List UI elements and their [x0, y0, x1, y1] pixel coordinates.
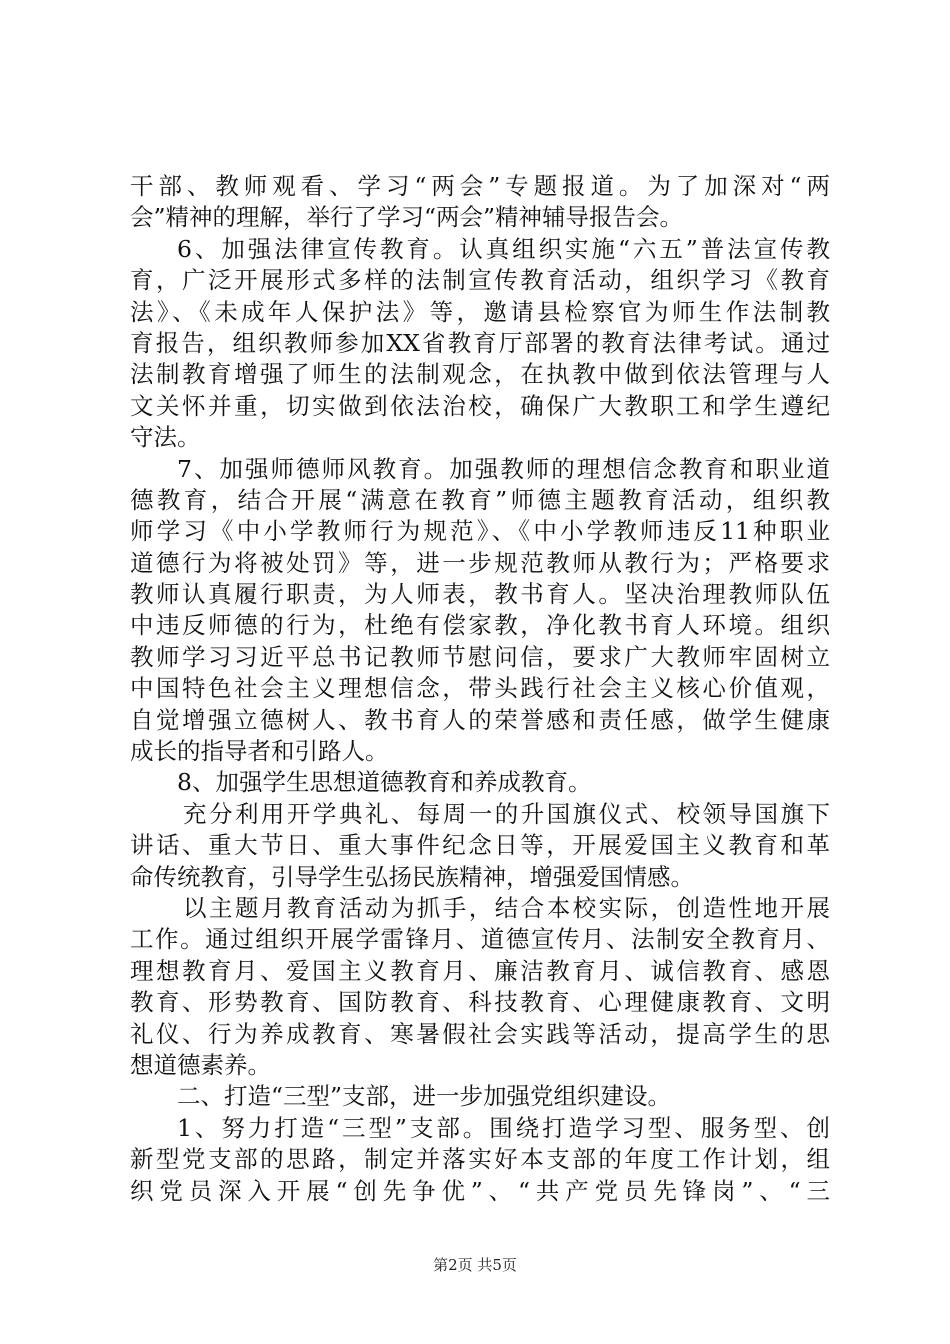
- text-line: 新型党支部的思路，制定并落实好本支部的年度工作计划，组: [130, 1145, 830, 1174]
- text-line: 命传统教育，引导学生弘扬民族精神，增强爱国情感。: [130, 862, 694, 891]
- section-heading: 二、打造“三型”支部，进一步加强党组织建设。: [177, 1082, 672, 1111]
- text-line: 教育、形势教育、国防教育、科技教育、心理健康教育、文明: [130, 988, 830, 1017]
- text-line: 干部、教师观看、学习“两会”专题报道。为了加深对“两: [130, 172, 830, 200]
- text-line: 7、加强师德师风教育。加强教师的理想信念教育和职业道: [177, 454, 830, 483]
- text-line: 德教育，结合开展“满意在教育”师德主题教育活动，组织教: [130, 485, 830, 514]
- text-line: 法制教育增强了师生的法制观念，在执教中做到依法管理与人: [130, 360, 830, 389]
- text-line: 充分利用开学典礼、每周一的升国旗仪式、校领导国旗下: [183, 799, 830, 828]
- text-line: 道德行为将被处罚》等，进一步规范教师从教行为；严格要求: [130, 548, 830, 577]
- text-line: 1、努力打造“三型”支部。围绕打造学习型、服务型、创: [177, 1113, 830, 1142]
- text-line: 礼仪、行为养成教育、寒暑假社会实践等活动，提高学生的思: [130, 1019, 830, 1048]
- text-line: 育报告，组织教师参加XX省教育厅部署的教育法律考试。通过: [130, 328, 830, 357]
- text-line: 法》、《未成年人保护法》等，邀请县检察官为师生作法制教: [130, 297, 830, 326]
- text-line: 8、加强学生思想道德教育和养成教育。: [177, 768, 592, 797]
- text-line: 教师学习习近平总书记教师节慰问信，要求广大教师牢固树立: [130, 642, 830, 671]
- text-line: 中违反师德的行为，杜绝有偿家教，净化教书育人环境。组织: [130, 611, 830, 640]
- text-line: 守法。: [130, 423, 201, 452]
- page-indicator: 第2页 共5页: [433, 1256, 517, 1274]
- text-line: 育，广泛开展形式多样的法制宣传教育活动，组织学习《教育: [130, 266, 830, 295]
- text-line: 成长的指导者和引路人。: [130, 737, 389, 766]
- text-line: 6、加强法律宣传教育。认真组织实施“六五”普法宣传教: [177, 234, 830, 263]
- text-line: 会”精神的理解，举行了学习“两会”精神辅导报告会。: [130, 203, 684, 232]
- text-line: 文关怀并重，切实做到依法治校，确保广大教职工和学生遵纪: [130, 391, 830, 420]
- text-line: 教师认真履行职责，为人师表，教书育人。坚决治理教师队伍: [130, 580, 830, 609]
- text-line: 以主题月教育活动为抓手，结合本校实际，创造性地开展: [183, 893, 830, 922]
- text-line: 师学习《中小学教师行为规范》、《中小学教师违反11种职业: [130, 517, 830, 546]
- text-line: 织党员深入开展“创先争优”、“共产党员先锋岗”、“三: [130, 1176, 830, 1205]
- text-line: 讲话、重大节日、重大事件纪念日等，开展爱国主义教育和革: [130, 831, 830, 860]
- text-line: 自觉增强立德树人、教书育人的荣誉感和责任感，做学生健康: [130, 705, 830, 734]
- page-footer: [0, 1254, 950, 1275]
- text-line: 中国特色社会主义理想信念，带头践行社会主义核心价值观，: [130, 674, 830, 703]
- text-line: 想道德素养。: [130, 1050, 271, 1079]
- text-line: 理想教育月、爱国主义教育月、廉洁教育月、诚信教育、感恩: [130, 956, 830, 985]
- text-line: 工作。通过组织开展学雷锋月、道德宣传月、法制安全教育月、: [130, 925, 830, 954]
- body-text: [130, 171, 830, 1207]
